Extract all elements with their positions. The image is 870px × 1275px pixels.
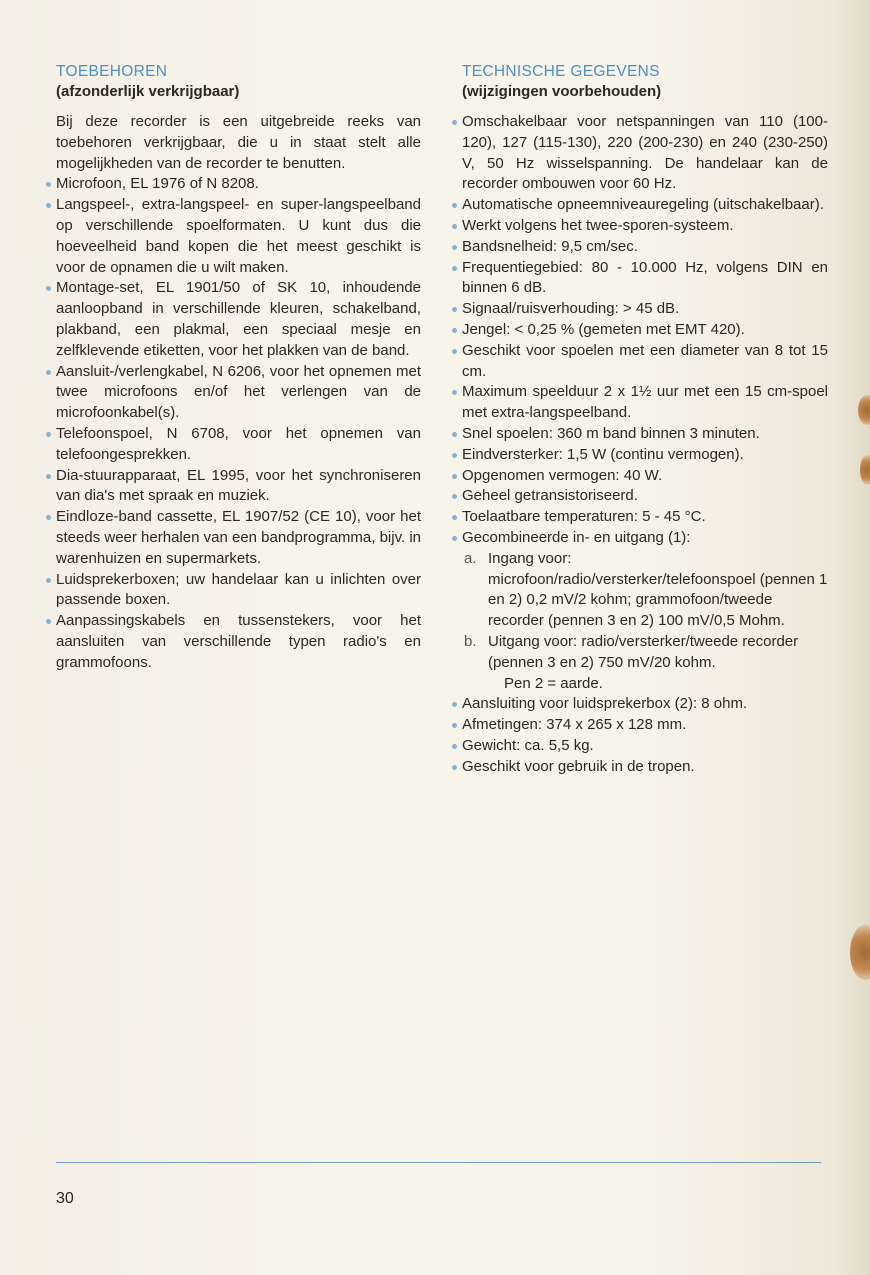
bullet-icon: [452, 453, 457, 458]
list-item-text: Aanpassingskabels en tussenstekers, voor het aansluiten van verschillende typen radio's en grammofoons.: [56, 612, 421, 671]
spec-item: [462, 258, 828, 300]
spec-subitem: [464, 549, 828, 632]
bullet-icon: [452, 203, 457, 208]
bullet-icon: [452, 390, 457, 395]
page-number: 30: [56, 1190, 74, 1207]
accessories-intro: Bij deze recorder is een uitgebreide reeks van toebehoren verkrijgbaar, die u in staat stelt alle mogelijkheden van de recorder te benutten.: [56, 113, 421, 172]
bullet-icon: [46, 182, 51, 187]
spec-item: [462, 320, 828, 341]
list-item-text: Telefoonspoel, N 6708, voor het opnemen van telefoongesprekken.: [56, 424, 421, 463]
paper-stain: [858, 395, 870, 425]
accessory-item: [56, 195, 421, 278]
subitem-letter: b.: [464, 632, 477, 650]
accessories-subheading: (afzonderlijk verkrijgbaar): [56, 83, 240, 100]
subitem-text: Ingang voor: microfoon/radio/versterker/telefoonspoel (pennen 1 en 2) 0,2 mV/2 kohm; grammofoon/tweede recorder (pennen 3 en 2) 100 mV/0,5 Mohm.: [488, 549, 828, 630]
bullet-icon: [452, 744, 457, 749]
bullet-icon: [46, 619, 51, 624]
bullet-icon: [46, 432, 51, 437]
spec-item: [462, 382, 828, 424]
specs-sublist: [462, 549, 828, 695]
list-item-text: Gewicht: ca. 5,5 kg.: [462, 736, 594, 754]
bullet-icon: [452, 515, 457, 520]
specs-heading: TECHNISCHE GEGEVENS: [462, 63, 660, 80]
list-item-text: Eindloze-band cassette, EL 1907/52 (CE 10), voor het steeds weer herhalen van een bandprogramma, bijv. in warenhuizen en supermarkets.: [56, 508, 421, 567]
bullet-icon: [452, 723, 457, 728]
list-item-text: Dia-stuurapparaat, EL 1995, voor het synchroniseren van dia's met spraak en muziek.: [56, 466, 421, 505]
paper-stain: [860, 455, 870, 485]
specs-list: [462, 112, 828, 549]
accessory-item: [56, 507, 421, 569]
subitem-note: Pen 2 = aarde.: [504, 674, 603, 692]
spec-item: [462, 466, 828, 487]
spec-item: [462, 528, 828, 549]
list-item-text: Frequentiegebied: 80 - 10.000 Hz, volgens DIN en binnen 6 dB.: [462, 258, 828, 297]
spec-item: [462, 237, 828, 258]
list-item-text: Luidsprekerboxen; uw handelaar kan u inlichten over passende boxen.: [56, 570, 421, 609]
subitem-text: Uitgang voor: radio/versterker/tweede recorder (pennen 3 en 2) 750 mV/20 kohm.: [488, 632, 799, 671]
list-item-text: Jengel: < 0,25 % (gemeten met EMT 420).: [462, 320, 745, 338]
list-item-text: Montage-set, EL 1901/50 of SK 10, inhoudende aanloopband in verschillende kleuren, schakelband, plakband, een plakmal, een speciaal mesje en zelfklevende etiketten, voor het plakken van de band.: [56, 279, 421, 359]
list-item-text: Aansluiting voor luidsprekerbox (2): 8 ohm.: [462, 695, 748, 713]
accessory-item: [56, 174, 421, 195]
accessories-column: [56, 62, 421, 674]
bullet-icon: [452, 245, 457, 250]
bullet-icon: [452, 328, 457, 333]
specs-list-continued: [462, 694, 828, 777]
spec-item: [462, 112, 828, 195]
list-item-text: Opgenomen vermogen: 40 W.: [462, 466, 663, 484]
spec-item: [462, 341, 828, 383]
list-item-text: Aansluit-/verlengkabel, N 6206, voor het opnemen met twee microfoons en/of het verlengen van de microfoonkabel(s).: [56, 362, 421, 422]
list-item-text: Eindversterker: 1,5 W (continu vermogen).: [462, 445, 744, 463]
accessory-item: [56, 278, 421, 361]
bullet-icon: [452, 494, 457, 499]
spec-item: [462, 507, 828, 528]
bullet-icon: [452, 349, 457, 354]
accessory-item: [56, 570, 421, 612]
bullet-icon: [46, 203, 51, 208]
spec-item: [462, 736, 828, 757]
list-item-text: Toelaatbare temperaturen: 5 - 45 °C.: [462, 508, 706, 526]
list-item-text: Afmetingen: 374 x 265 x 128 mm.: [462, 716, 687, 734]
list-item-text: Snel spoelen: 360 m band binnen 3 minuten.: [462, 424, 760, 442]
spec-item: [462, 715, 828, 736]
bullet-icon: [452, 432, 457, 437]
spec-item: [462, 195, 828, 216]
bullet-icon: [46, 578, 51, 583]
spec-item: [462, 694, 828, 715]
spec-item: [462, 424, 828, 445]
list-item-text: Geschikt voor spoelen met een diameter van 8 tot 15 cm.: [462, 341, 828, 380]
spec-item: [462, 216, 828, 237]
accessory-item: [56, 611, 421, 673]
list-item-text: Geschikt voor gebruik in de tropen.: [462, 757, 695, 775]
bullet-icon: [452, 307, 457, 312]
accessories-list: [56, 174, 421, 673]
spec-item: [462, 445, 828, 466]
list-item-text: Automatische opneemniveauregeling (uitschakelbaar).: [462, 196, 824, 214]
spec-subitem: [464, 632, 828, 694]
list-item-text: Microfoon, EL 1976 of N 8208.: [56, 175, 259, 193]
list-item-text: Gecombineerde in- en uitgang (1):: [462, 528, 691, 546]
bullet-icon: [452, 224, 457, 229]
bullet-icon: [452, 536, 457, 541]
spec-item: [462, 486, 828, 507]
spec-item: [462, 299, 828, 320]
bullet-icon: [452, 474, 457, 479]
list-item-text: Signaal/ruisverhouding: > 45 dB.: [462, 300, 680, 318]
accessory-item: [56, 466, 421, 508]
subitem-letter: a.: [464, 549, 477, 567]
footer-rule: [56, 1162, 821, 1163]
list-item-text: Werkt volgens het twee-sporen-systeem.: [462, 216, 734, 234]
spec-item: [462, 757, 828, 778]
list-item-text: Omschakelbaar voor netspanningen van 110 (100-120), 127 (115-130), 220 (200-230) en 240 (230-250) V, 50 Hz wisselspanning. De handelaar kan de recorder ombouwen voor 60 Hz.: [462, 113, 828, 193]
specs-column: [462, 62, 828, 778]
specs-subheading: (wijzigingen voorbehouden): [462, 83, 662, 100]
bullet-icon: [452, 266, 457, 271]
list-item-text: Geheel getransistoriseerd.: [462, 487, 638, 505]
bullet-icon: [46, 515, 51, 520]
list-item-text: Maximum speelduur 2 x 1½ uur met een 15 cm-spoel met extra-langspeelband.: [462, 383, 828, 422]
paper-stain: [850, 925, 870, 980]
list-item-text: Bandsnelheid: 9,5 cm/sec.: [462, 237, 638, 255]
bullet-icon: [452, 702, 457, 707]
list-item-text: Langspeel-, extra-langspeel- en super-langspeelband op verschillende spoelformaten. U kunt dus die hoeveelheid band kopen die het meest geschikt is voor de opnamen die u wilt maken.: [56, 196, 421, 276]
bullet-icon: [46, 286, 51, 291]
accessory-item: [56, 424, 421, 466]
bullet-icon: [452, 120, 457, 125]
accessories-heading: TOEBEHOREN: [56, 63, 168, 80]
accessory-item: [56, 362, 421, 424]
bullet-icon: [452, 765, 457, 770]
bullet-icon: [46, 370, 51, 375]
bullet-icon: [46, 474, 51, 479]
